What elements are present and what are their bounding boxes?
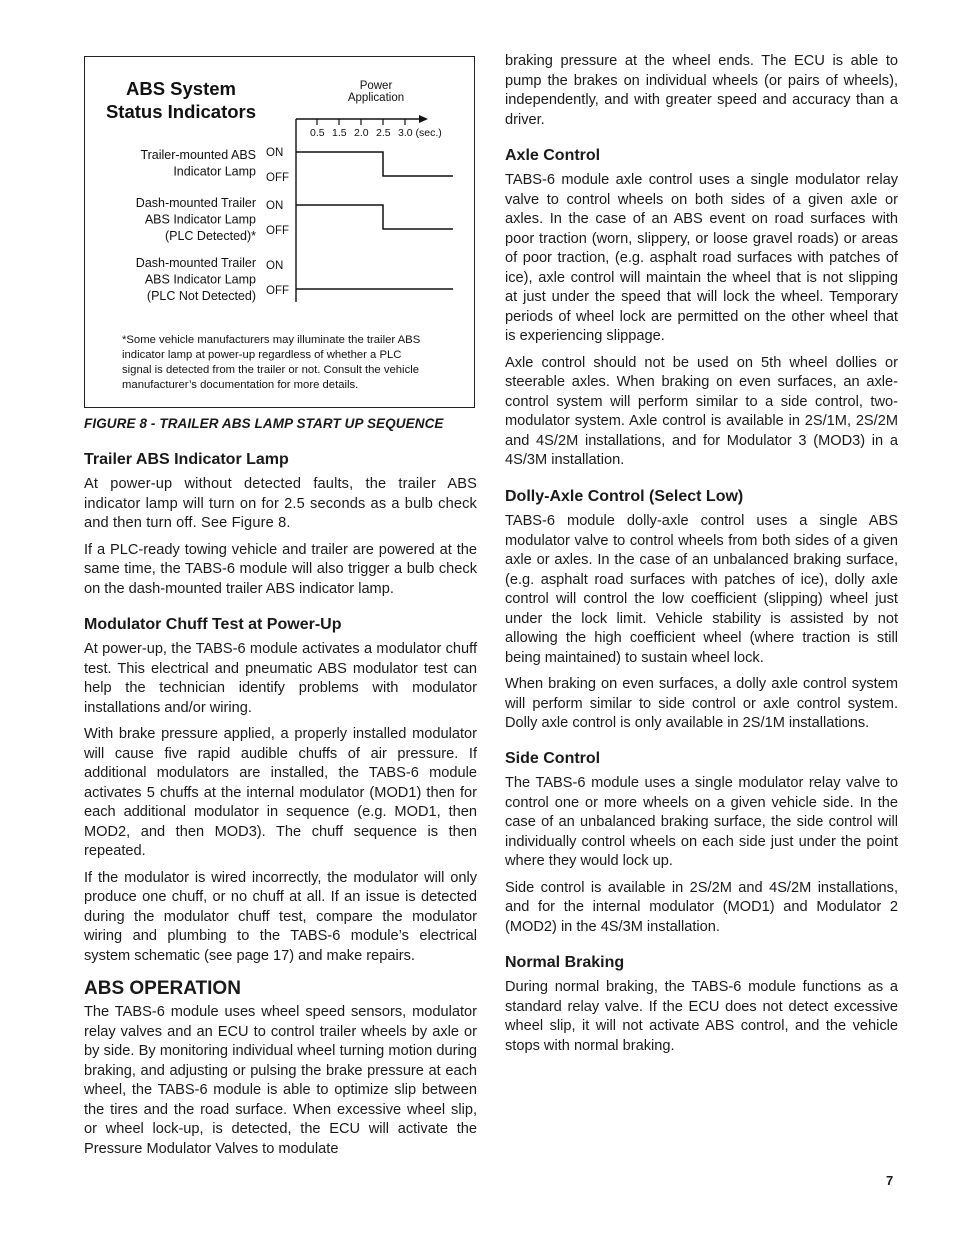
figure-footnote-line: indicator lamp at power-up regardless of whether a PLC — [122, 349, 402, 361]
section-dolly-axle — [505, 487, 898, 734]
dolly-p1: TABS-6 module dolly-axle control uses a single ABS modulator valve to control wheels from both sides of a given axle or axles. In the case of an unbalanced braking surface, (e.g. asphalt road surfaces with patches of ice), dolly axle control will control the low coefficient (slipping) wheel just under the lock limit. Vehicle stability is assisted by not allowing the high coefficient wheel (where traction is still being maintained) to sustain wheel lock. — [505, 513, 898, 666]
section-abs-operation — [84, 978, 477, 1159]
time-tick-label: 0.5 — [310, 127, 325, 139]
on-label: ON — [266, 200, 284, 212]
lamp-row-label: Dash-mounted Trailer — [135, 196, 256, 210]
time-axis-arrow — [419, 115, 428, 123]
off-label: OFF — [266, 225, 289, 237]
off-label: OFF — [266, 172, 289, 184]
time-tick-label: 3.0 (sec.) — [398, 127, 442, 139]
section-trailer-lamp — [84, 450, 477, 599]
side-heading: Side Control — [505, 750, 601, 767]
time-tick-label: 2.0 — [354, 127, 369, 139]
figure-title-line2: Status Indicators — [105, 101, 257, 122]
axle-p2: Axle control should not be used on 5th wheel dollies or steerable axles. When braking on even surfaces, an axle-control system will perform similar to a side control, two-modulator system. Axle control is available in 2S/1M, 2S/2M and 4S/2M installations, and for Modulator 3 (MOD3) in a 4S/3M installation. — [505, 354, 898, 468]
section-chuff-test — [84, 615, 477, 966]
lamp-signal-trace — [296, 205, 453, 229]
section-axle-control — [505, 146, 898, 471]
lamp-row-label: Dash-mounted Trailer — [135, 256, 256, 270]
power-label-line2: Application — [347, 92, 405, 104]
trailer-lamp-heading: Trailer ABS Indicator Lamp — [84, 451, 289, 468]
axle-heading: Axle Control — [505, 147, 601, 164]
lamp-signal-trace — [296, 152, 453, 176]
on-label: ON — [266, 260, 284, 272]
figure-title-line1: ABS System — [125, 78, 237, 99]
side-p2: Side control is available in 2S/2M and 4S/2M installations, and for the internal modulator (MOD1) and Modulator 2 (MOD2) in the 4S/3M installation. — [505, 879, 898, 935]
time-tick-label: 1.5 — [332, 127, 347, 139]
lamp-row-label: Indicator Lamp — [173, 164, 256, 179]
chuff-p2: With brake pressure applied, a properly installed modulator will cause five rapid audible chuffs of air pressure. If additional modulators are installed, the TABS-6 module activates 5 chuffs at the internal modulator (MOD1) then for each additional modulator in sequence (e.g. MOD1, then MOD2, and then MOD3). The chuff sequence is then repeated. — [84, 726, 477, 859]
normal-heading: Normal Braking — [505, 954, 625, 971]
dolly-p2: When braking on even surfaces, a dolly axle control system will perform similar to side control or axle control system. Dolly axle control is only available in 2S/1M installations. — [505, 676, 898, 731]
chuff-p3: If the modulator is wired incorrectly, the modulator will only produce one chuff, or no chuff at all. If an issue is detected during the modulator chuff test, compare the modulator wiring and plumbing to the TABS-6 module’s electrical system schematic (see page 17) and make repairs. — [84, 869, 477, 964]
section-side-control — [505, 749, 898, 937]
abs-operation-heading: ABS OPERATION — [84, 978, 241, 999]
normal-p1: During normal braking, the TABS-6 module functions as a standard relay valve. If the ECU does not detect excessive wheel slip, it will not activate ABS control, and the vehicle stops with normal braking. — [505, 979, 898, 1054]
page-number: 7 — [886, 1173, 894, 1188]
figure-footnote-line: manufacturer’s documentation for more details. — [122, 379, 359, 391]
lamp-row-label: ABS Indicator Lamp — [144, 212, 256, 227]
axle-p1: TABS-6 module axle control uses a single modulator relay valve to control wheels on both sides of a given axle or axles. In the case of an ABS event on road surfaces with poor traction (worn, slippery, or loose gravel roads) or areas of poor traction, (e.g. asphalt road surfaces with patches of ice), axle control will maintain the wheel that is not slipping at just under the speed that will lock the wheel. Temporary periods of wheel lock are permitted on the other wheel that is experiencing slippage. — [505, 172, 898, 344]
trailer-lamp-p2: If a PLC-ready towing vehicle and trailer are powered at the same time, the TABS-6 module will also trigger a bulb check on the dash-mounted trailer ABS indicator lamp. — [84, 541, 477, 597]
lamp-row-label: Trailer-mounted ABS — [140, 148, 256, 162]
figure-caption: FIGURE 8 - TRAILER ABS LAMP START UP SEQUENCE — [84, 416, 444, 431]
on-label: ON — [266, 147, 284, 159]
figure-8-box — [84, 56, 475, 408]
lamp-row-label: (PLC Not Detected) — [146, 289, 256, 303]
power-label-line1: Power — [359, 80, 393, 92]
lamp-row-label: ABS Indicator Lamp — [144, 272, 256, 287]
abs-operation-continued: braking pressure at the wheel ends. The ECU is able to pump the brakes on individual wheels (or pairs of wheels), independently, and with greater speed and accuracy than a driver. — [505, 53, 898, 128]
section-abs-operation-cont — [505, 52, 898, 130]
side-p1: The TABS-6 module uses a single modulator relay valve to control one or more wheels on a given vehicle side. In the case of an unbalanced braking surface, the side control will individually control wheels on each side just under the point where they would lock up. — [505, 775, 898, 869]
lamp-sequence-diagram — [85, 57, 476, 409]
off-label: OFF — [266, 285, 289, 297]
figure-footnote-line: *Some vehicle manufacturers may illuminate the trailer ABS — [122, 334, 421, 346]
chuff-heading: Modulator Chuff Test at Power-Up — [84, 616, 342, 633]
figure-footnote-line: signal is detected from the trailer or not. Consult the vehicle — [122, 364, 420, 376]
trailer-lamp-p1: At power-up without detected faults, the trailer ABS indicator lamp will turn on for 2.5 seconds as a bulb check and then turn off. See Figure 8. — [84, 476, 477, 531]
lamp-row-label: (PLC Detected)* — [164, 229, 256, 243]
dolly-heading: Dolly-Axle Control (Select Low) — [505, 488, 744, 505]
chuff-p1: At power-up, the TABS-6 module activates a modulator chuff test. This electrical and pneumatic ABS modulator test can help the technician identify problems with modulator installations and/or wiring. — [84, 641, 477, 716]
time-tick-label: 2.5 — [376, 127, 391, 139]
section-normal-braking — [505, 953, 898, 1056]
abs-operation-p1: The TABS-6 module uses wheel speed sensors, modulator relay valves and an ECU to control trailer wheels by axle or by side. By monitoring individual wheel turning motion during braking, and adjusting or pulsing the brake pressure at each wheel, the TABS-6 module is able to optimize slip between the tires and the road surface. When excessive wheel slip, or wheel lock-up, is detected, the ECU will activate the Pressure Modulator Valves to modulate — [84, 1004, 477, 1157]
